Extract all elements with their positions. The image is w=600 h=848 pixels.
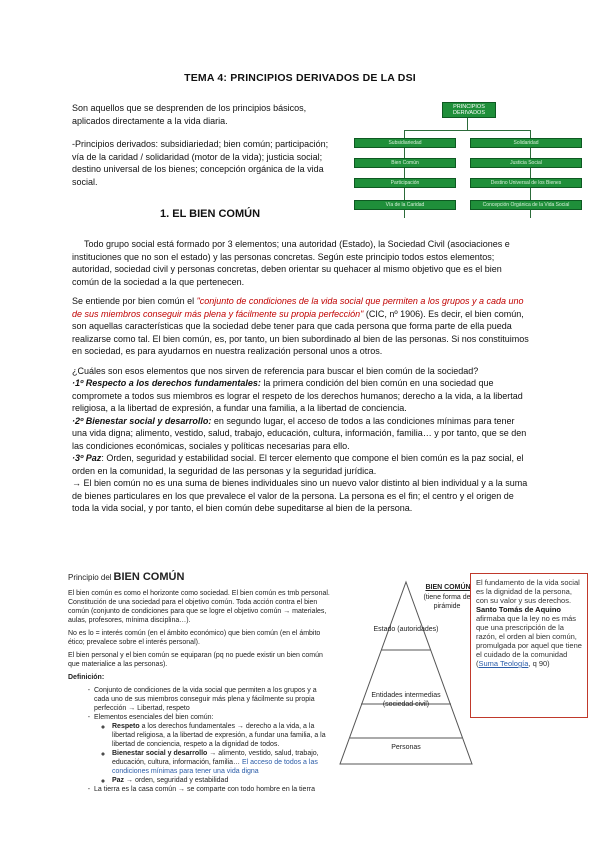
- notes-definition-label: Definición:: [68, 674, 105, 681]
- notes-sub-2: [112, 749, 330, 776]
- notes-list: [68, 686, 330, 794]
- org-right-2: Destino Universal de los Bienes: [470, 178, 582, 188]
- dignity-text-1: El fundamento de la vida social es la dignidad de la persona, con su valor y sus derechos.: [476, 578, 580, 605]
- intro-block: [72, 102, 342, 188]
- org-left-0: Subsidiariedad: [354, 138, 456, 148]
- pyramid-note: (tiene forma de pirámide: [423, 594, 471, 610]
- arrow-paragraph: → El bien común no es una suma de bienes individuales sino un nuevo valor distinto al bien individual y a la suma de bienes particulares en los que prevalece el valor de la persona. La persona es el fin; el centro y el origen de toda la vida social, y por tanto, el bien común debe supeditarse al bien de la persona.: [72, 478, 528, 513]
- dignity-note-box: [470, 573, 588, 718]
- pyramid-level-1: Estado (autoridades): [373, 626, 439, 633]
- notes-paragraph-1: El bien común es como el horizonte como sociedad. El bien común es tmb personal. Constitución de una sociedad para el objetivo común. Toda acción contra el bien común (conjunto de condiciones para que se logre el objetivo común → materiales, aulas, profesores, mínima disciplina…).: [68, 590, 330, 624]
- suma-teologia-link[interactable]: Suma Teología: [478, 659, 529, 668]
- element-1-text: la primera condición del bien común en una sociedad que compromete a todos sus miembros es lograr el respeto de los derechos humanos; derecho a la vida, a la libertad religiosa, a la libertad de expresión, a fundar una familia, a la libertad de conciencia.: [72, 378, 523, 413]
- notes-sub-1-text: a los derechos fundamentales → derecho a la vida, a la libertad religiosa, a la libertad de expresión, a fundar una familia, a la libertad de conciencia, respeto a la dignidad de todos.: [112, 723, 326, 748]
- notes-sub-1-label: Respeto: [112, 723, 140, 730]
- intro-definition: Son aquellos que se desprenden de los principios básicos, aplicados directamente a la vida diaria.: [72, 103, 307, 126]
- org-root-label: PRINCIPIOS DERIVADOS: [453, 104, 485, 116]
- org-right-3: Concepción Orgánica de la Vida Social: [470, 200, 582, 210]
- notes-item-1: - Conjunto de condiciones de la vida social que permiten a los grupos y a cada uno de sus miembros conseguir más plena y fácilmente su propia perfección → Libertad, respeto: [94, 686, 330, 713]
- pyramid-level-3: Personas: [391, 744, 421, 751]
- notes-paragraph-3: El bien personal y el bien común se equiparan (pq no puede existir un bien común que materialice a las personas).: [68, 652, 323, 668]
- element-1: [72, 377, 530, 415]
- paragraph-elements: Todo grupo social está formado por 3 elementos; una autoridad (Estado), la Sociedad Civil (asociaciones e instituciones que no son el estado) y las personas concretas. Según este principio todos estos elementos; autoridad, sociedad civil y personas concretas, deben orientar su quehacer al mismo objetivo que es el bien común de la sociedad a la que pertenecen.: [72, 239, 510, 287]
- org-left-1: Bien Común: [354, 158, 456, 168]
- notes-heading-small: Principio del: [68, 573, 112, 582]
- notes-item-2: [94, 713, 330, 785]
- element-1-label: ·1º Respecto a los derechos fundamentales:: [72, 378, 261, 388]
- question-line: ¿Cuáles son esos elementos que nos sirven de referencia para buscar el bien común de la sociedad?: [72, 365, 479, 376]
- section-heading: 1. EL BIEN COMÚN: [160, 208, 261, 220]
- dignity-text-3: , q 90): [528, 659, 550, 668]
- org-root: [442, 102, 496, 118]
- notes-item-3: - La tierra es la casa común → se comparte con todo hombre en la tierra: [94, 785, 330, 794]
- notes-paragraph-2: No es lo = interés común (en el ámbito económico) que bien común (en el ámbito ético; prevalece sobre el interés personal).: [68, 630, 321, 646]
- pyramid-level-2: Entidades intermedias (sociedad civil): [371, 692, 441, 708]
- notes-sub-3-label: Paz: [112, 777, 125, 784]
- pyramid-title: BIEN COMÚN: [425, 584, 471, 591]
- notes-heading-big: BIEN COMÚN: [113, 571, 185, 583]
- notes-sub-3: [112, 776, 330, 785]
- paragraph-definition: [72, 295, 530, 358]
- definition-rest: (CIC, nº 1906). Es decir, el bien común, son aquellas características que la sociedad debe tener para que cada persona que forma parte de ella pueda realizarse como tal. El bien común, es, por tanto, un bien subordinado al bien de las personas. Si nos constituimos en sociedad, es para ayudarnos en nuestra realización personal unos a otros.: [72, 308, 529, 356]
- element-3-label: ·3º Paz: [72, 453, 102, 463]
- notes-sub-2-blue: El acceso de todos a las condiciones mínimas para tener una vida digna: [112, 759, 318, 775]
- bien-comun-pyramid: [338, 580, 474, 766]
- org-left-2: Participación: [354, 178, 456, 188]
- dignity-text-2: afirmaba que la ley no es más que una prescripción de la razón, el orden al bien común, promulgada por aquel que tiene el cuidado de la comunidad (: [476, 614, 582, 668]
- intro-list: -Principios derivados: subsidiariedad; bien común; participación; vía de la caridad / solidaridad (motor de la vida); justicia social; destino universal de los bienes; concepción orgánica de la vida social.: [72, 139, 329, 187]
- element-3-text: : Orden, seguridad y estabilidad social. El tercer elemento que compone el bien común es la paz social, el orden en la comunidad, la seguridad de las personas y la seguridad jurídica.: [72, 453, 524, 476]
- element-2: [72, 415, 530, 453]
- notes-sub-3-text: → orden, seguridad y estabilidad: [124, 777, 229, 784]
- definition-intro: Se entiende por bien común el: [72, 296, 197, 306]
- body-text: [72, 238, 530, 515]
- principles-org-chart: [350, 100, 582, 218]
- org-left-3: Vía de la Caridad: [354, 200, 456, 210]
- element-2-text: en segundo lugar, el acceso de todos a las condiciones mínimas para tener una vida digna; alimento, vestido, salud, trabajo, educación, cultura, información, familia… y por tanto, que se den las condiciones económicas, sociales y políticas necesarias para ello.: [72, 415, 527, 451]
- notes-image: [68, 573, 330, 848]
- org-right-1: Justicia Social: [470, 158, 582, 168]
- dignity-author: Santo Tomás de Aquino: [476, 605, 562, 614]
- notes-sub-2-text: → alimento, vestido, salud, trabajo, educación, cultura, información, familia…: [112, 750, 319, 766]
- page-title: TEMA 4: PRINCIPIOS DERIVADOS DE LA DSI: [184, 72, 416, 84]
- notes-sub-1: [112, 722, 330, 749]
- notes-sub-2-label: Bienestar social y desarrollo: [112, 750, 208, 757]
- definition-quote: "conjunto de condiciones de la vida social que permiten a los grupos y a cada uno de sus miembros conseguir más plena y fácilmente su propia perfección": [72, 296, 524, 319]
- notes-item-2-text: Elementos esenciales del bien común:: [94, 714, 214, 721]
- element-2-label: ·2º Bienestar social y desarrollo:: [72, 415, 212, 426]
- element-3: [72, 452, 530, 477]
- org-right-0: Solidaridad: [470, 138, 582, 148]
